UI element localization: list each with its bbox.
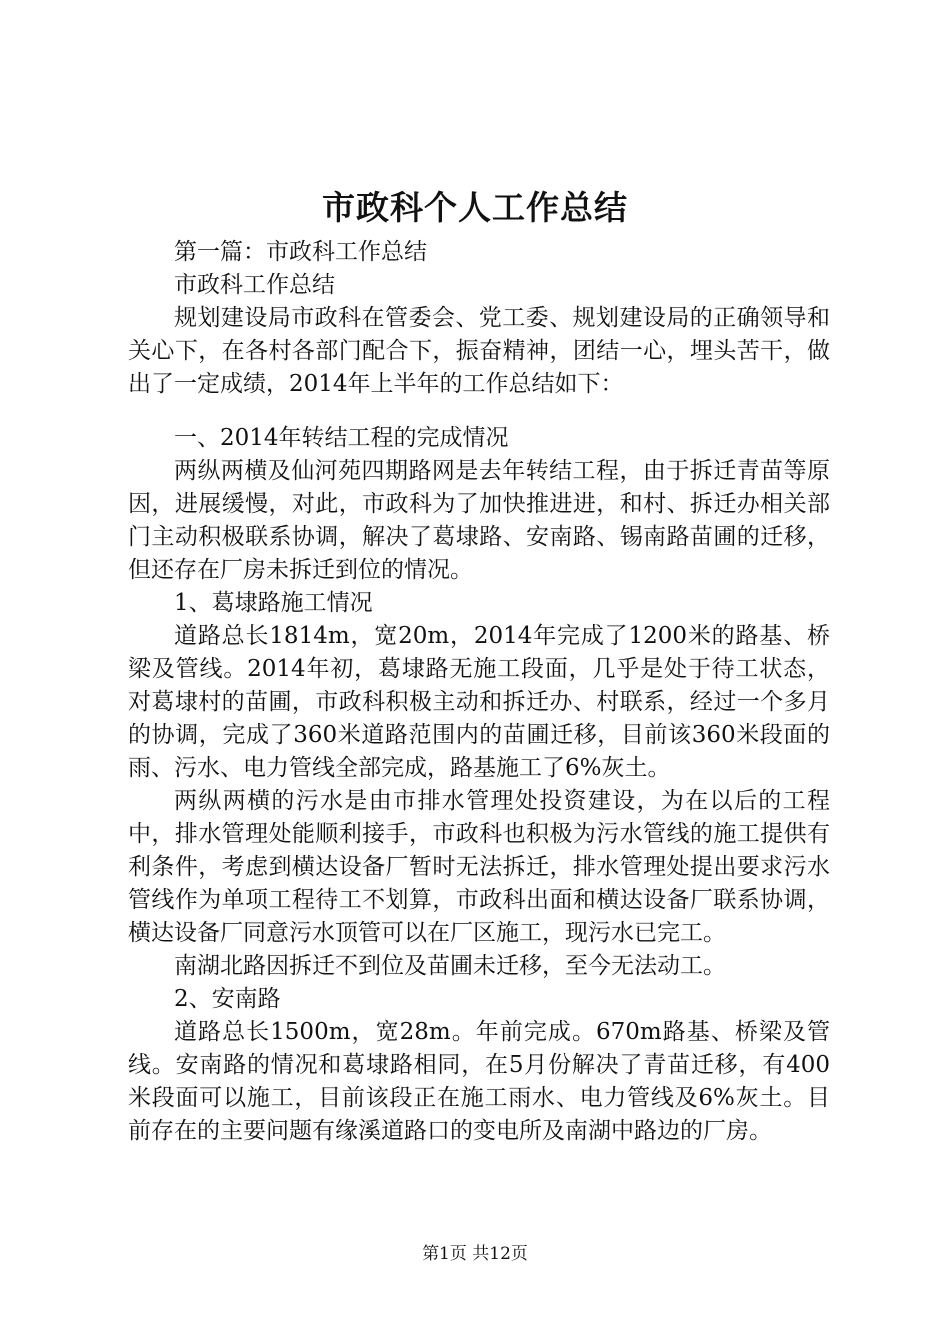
intro-paragraph: 规划建设局市政科在管委会、党工委、规划建设局的正确领导和关心下，在各村各部门配合下，振奋精神，团结一心，埋头苦干，做出了一定成绩，2014年上半年的工作总结如下： [128, 305, 830, 397]
subheading-annan-road: 2、安南路 [174, 986, 281, 1012]
document-body [128, 236, 830, 1148]
section-subtitle: 市政科工作总结 [174, 272, 335, 298]
gedai-road-paragraph: 道路总长1814m，宽20m，2014年完成了1200米的路基、桥梁及管线。2014年初，葛埭路无施工段面，几乎是处于待工状态，对葛埭村的苗圃，市政科积极主动和拆迁办、村联系，经过一个多月的协调，完成了360米道路范围内的苗圃迁移，目前该360米段面的雨、污水、电力管线全部完成，路基施工了6%灰土。 [128, 623, 830, 781]
section-heading-first: 第一篇：市政科工作总结 [174, 239, 427, 265]
subheading-gedai-road: 1、葛埭路施工情况 [174, 590, 373, 616]
document-title: 市政科个人工作总结 [322, 188, 628, 227]
sewage-paragraph: 两纵两横的污水是由市排水管理处投资建设，为在以后的工程中，排水管理处能顺利接手，市政科也积极为污水管线的施工提供有利条件，考虑到横达设备厂暂时无法拆迁，排水管理处提出要求污水管线作为单项工程待工不划算，市政科出面和横达设备厂联系协调，横达设备厂同意污水顶管可以在厂区施工，现污水已完工。 [128, 788, 830, 946]
annan-road-paragraph: 道路总长1500m，宽28m。年前完成。670m路基、桥梁及管线。安南路的情况和葛埭路相同，在5月份解决了青苗迁移，有400米段面可以施工，目前该段正在施工雨水、电力管线及6%灰土。目前存在的主要问题有缘溪道路口的变电所及南湖中路边的厂房。 [128, 1019, 830, 1144]
carryover-paragraph: 两纵两横及仙河苑四期路网是去年转结工程，由于拆迁青苗等原因，进展缓慢，对此，市政科为了加快推进进，和村、拆迁办相关部门主动积极联系协调，解决了葛埭路、安南路、锡南路苗圃的迁移，但还存在厂房未拆迁到位的情况。 [128, 458, 830, 583]
nanhu-north-road-paragraph: 南湖北路因拆迁不到位及苗圃未迁移，至今无法动工。 [174, 953, 726, 979]
section-heading-carryover: 一、2014年转结工程的完成情况 [174, 425, 509, 451]
page-number-footer: 第1页 共12页 [422, 1244, 528, 1264]
